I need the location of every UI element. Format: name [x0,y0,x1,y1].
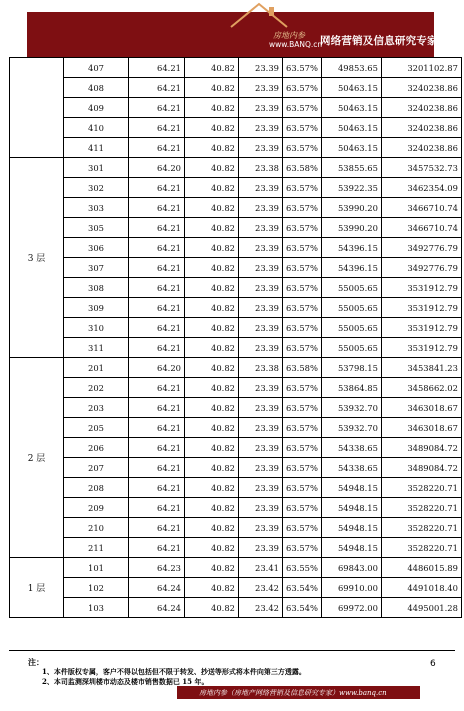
area-cell: 40.82 [185,338,239,358]
unit-number-cell: 310 [64,318,129,338]
area-cell: 40.82 [185,118,239,138]
table-row [10,578,462,598]
ratio-cell: 63.57% [283,98,322,118]
area-cell: 64.21 [129,178,185,198]
area-cell: 40.82 [185,58,239,78]
unit-price-cell: 53798.15 [321,358,381,378]
total-price-cell: 3240238.86 [381,78,461,98]
area-cell: 40.82 [185,218,239,238]
unit-price-cell: 50463.15 [321,118,381,138]
unit-number-cell: 211 [64,538,129,558]
area-cell: 23.39 [239,258,283,278]
total-price-cell: 3240238.86 [381,98,461,118]
table-row [10,458,462,478]
unit-number-cell: 101 [64,558,129,578]
unit-price-cell: 50463.15 [321,138,381,158]
total-price-cell: 3489084.72 [381,438,461,458]
area-cell: 64.21 [129,98,185,118]
area-cell: 23.42 [239,598,283,618]
total-price-cell: 3531912.79 [381,338,461,358]
ratio-cell: 63.57% [283,478,322,498]
area-cell: 64.20 [129,158,185,178]
table-row [10,198,462,218]
area-cell: 40.82 [185,258,239,278]
table-row [10,558,462,578]
unit-number-cell: 408 [64,78,129,98]
area-cell: 23.39 [239,538,283,558]
area-cell: 64.24 [129,578,185,598]
area-cell: 64.21 [129,78,185,98]
table-row [10,598,462,618]
note-heading: 注： [28,657,44,667]
unit-number-cell: 308 [64,278,129,298]
area-cell: 40.82 [185,598,239,618]
ratio-cell: 63.57% [283,498,322,518]
area-cell: 40.82 [185,398,239,418]
area-cell: 23.39 [239,118,283,138]
unit-price-cell: 54338.65 [321,458,381,478]
area-cell: 64.21 [129,458,185,478]
note-monitoring: 2、本司监测深圳楼市动态及楼市销售数据已 15 年。 [42,677,209,686]
ratio-cell: 63.58% [283,158,322,178]
area-cell: 23.39 [239,58,283,78]
area-cell: 23.39 [239,238,283,258]
floor-label-cell [10,58,64,158]
ratio-cell: 63.57% [283,138,322,158]
unit-price-cell: 50463.15 [321,78,381,98]
ratio-cell: 63.57% [283,58,322,78]
table-row [10,398,462,418]
area-cell: 64.21 [129,498,185,518]
area-cell: 40.82 [185,438,239,458]
area-cell: 23.39 [239,198,283,218]
area-cell: 23.39 [239,218,283,238]
table-row [10,478,462,498]
unit-number-cell: 202 [64,378,129,398]
area-cell: 40.82 [185,478,239,498]
area-cell: 23.39 [239,138,283,158]
area-cell: 64.21 [129,238,185,258]
unit-number-cell: 305 [64,218,129,238]
unit-price-cell: 53864.85 [321,378,381,398]
area-cell: 23.39 [239,98,283,118]
area-cell: 40.82 [185,298,239,318]
unit-number-cell: 309 [64,298,129,318]
table-row [10,138,462,158]
unit-price-cell: 54396.15 [321,258,381,278]
unit-price-cell: 53855.65 [321,158,381,178]
area-cell: 64.21 [129,198,185,218]
area-cell: 64.23 [129,558,185,578]
unit-price-cell: 54948.15 [321,538,381,558]
area-cell: 40.82 [185,278,239,298]
area-cell: 23.39 [239,78,283,98]
unit-price-cell: 55005.65 [321,278,381,298]
ratio-cell: 63.54% [283,578,322,598]
total-price-cell: 3528220.71 [381,538,461,558]
total-price-cell: 3463018.67 [381,418,461,438]
ratio-cell: 63.57% [283,338,322,358]
table-row [10,78,462,98]
unit-number-cell: 203 [64,398,129,418]
total-price-cell: 3528220.71 [381,478,461,498]
area-cell: 40.82 [185,78,239,98]
ratio-cell: 63.57% [283,418,322,438]
area-cell: 64.21 [129,338,185,358]
unit-number-cell: 303 [64,198,129,218]
area-cell: 40.82 [185,498,239,518]
unit-number-cell: 103 [64,598,129,618]
area-cell: 64.21 [129,438,185,458]
area-cell: 40.82 [185,98,239,118]
brand-name: 房地内参 [273,31,305,40]
unit-price-cell: 53932.70 [321,398,381,418]
ratio-cell: 63.57% [283,298,322,318]
table-row [10,538,462,558]
ratio-cell: 63.57% [283,438,322,458]
area-cell: 64.21 [129,118,185,138]
area-cell: 64.21 [129,58,185,78]
ratio-cell: 63.57% [283,278,322,298]
area-cell: 40.82 [185,238,239,258]
unit-price-cell: 55005.65 [321,318,381,338]
table-row [10,418,462,438]
table-row [10,178,462,198]
unit-price-cell: 53990.20 [321,218,381,238]
area-cell: 23.39 [239,338,283,358]
table-row [10,118,462,138]
brand-title: 网络营销及信息研究专家 [320,35,438,47]
house-logo-icon [229,1,289,29]
unit-price-cell: 69910.00 [321,578,381,598]
area-cell: 64.21 [129,258,185,278]
total-price-cell: 3489084.72 [381,458,461,478]
unit-price-cell: 54948.15 [321,518,381,538]
table-row [10,298,462,318]
unit-price-cell: 54396.15 [321,238,381,258]
total-price-cell: 3531912.79 [381,278,461,298]
area-cell: 23.41 [239,558,283,578]
total-price-cell: 3528220.71 [381,498,461,518]
total-price-cell: 3492776.79 [381,238,461,258]
ratio-cell: 63.57% [283,238,322,258]
ratio-cell: 63.57% [283,398,322,418]
unit-price-cell: 55005.65 [321,298,381,318]
total-price-cell: 3528220.71 [381,518,461,538]
area-cell: 64.24 [129,598,185,618]
unit-price-cell: 53922.35 [321,178,381,198]
area-cell: 64.20 [129,358,185,378]
area-cell: 40.82 [185,358,239,378]
area-cell: 64.21 [129,298,185,318]
unit-price-cell: 55005.65 [321,338,381,358]
unit-price-cell: 54338.65 [321,438,381,458]
ratio-cell: 63.58% [283,358,322,378]
floor-label-cell: 1 层 [10,558,64,618]
unit-number-cell: 201 [64,358,129,378]
total-price-cell: 3201102.87 [381,58,461,78]
unit-number-cell: 205 [64,418,129,438]
unit-price-cell: 49853.65 [321,58,381,78]
area-cell: 23.39 [239,438,283,458]
area-cell: 40.82 [185,138,239,158]
total-price-cell: 3240238.86 [381,138,461,158]
area-cell: 64.21 [129,378,185,398]
area-cell: 23.39 [239,418,283,438]
area-cell: 23.39 [239,478,283,498]
area-cell: 64.21 [129,398,185,418]
page-number: 6 [430,659,436,669]
table-row [10,338,462,358]
area-cell: 23.39 [239,278,283,298]
total-price-cell: 3453841.23 [381,358,461,378]
area-cell: 23.42 [239,578,283,598]
area-cell: 23.39 [239,518,283,538]
unit-price-cell: 54948.15 [321,498,381,518]
area-cell: 40.82 [185,198,239,218]
area-cell: 40.82 [185,518,239,538]
floor-label-cell: 2 层 [10,358,64,558]
ratio-cell: 63.57% [283,458,322,478]
unit-number-cell: 411 [64,138,129,158]
table-row [10,378,462,398]
unit-number-cell: 307 [64,258,129,278]
unit-number-cell: 208 [64,478,129,498]
ratio-cell: 63.57% [283,378,322,398]
note-copyright: 1、本件版权专属，客户不得以包括但不限于转发、抄送等形式将本件向第三方透露。 [42,667,306,676]
total-price-cell: 3458662.02 [381,378,461,398]
unit-number-cell: 407 [64,58,129,78]
ratio-cell: 63.57% [283,318,322,338]
total-price-cell: 3466710.74 [381,218,461,238]
total-price-cell: 3531912.79 [381,318,461,338]
ratio-cell: 63.57% [283,78,322,98]
area-cell: 40.82 [185,158,239,178]
unit-price-cell: 50463.15 [321,98,381,118]
unit-price-cell: 69843.00 [321,558,381,578]
total-price-cell: 3457532.73 [381,158,461,178]
ratio-cell: 63.54% [283,598,322,618]
area-cell: 23.39 [239,178,283,198]
unit-price-cell: 54948.15 [321,478,381,498]
unit-number-cell: 301 [64,158,129,178]
unit-price-cell: 69972.00 [321,598,381,618]
ratio-cell: 63.57% [283,118,322,138]
area-cell: 40.82 [185,538,239,558]
ratio-cell: 63.57% [283,178,322,198]
table-row [10,58,462,78]
table-row [10,438,462,458]
ratio-cell: 63.57% [283,198,322,218]
total-price-cell: 4491018.40 [381,578,461,598]
area-cell: 40.82 [185,578,239,598]
area-cell: 23.39 [239,318,283,338]
area-cell: 40.82 [185,558,239,578]
total-price-cell: 3466710.74 [381,198,461,218]
ratio-cell: 63.55% [283,558,322,578]
unit-price-cell: 53932.70 [321,418,381,438]
total-price-cell: 4486015.89 [381,558,461,578]
area-cell: 23.39 [239,398,283,418]
table-row [10,238,462,258]
area-cell: 23.39 [239,458,283,478]
area-cell: 23.39 [239,298,283,318]
table-row [10,318,462,338]
unit-number-cell: 306 [64,238,129,258]
area-cell: 40.82 [185,178,239,198]
unit-number-cell: 102 [64,578,129,598]
area-cell: 64.21 [129,418,185,438]
area-cell: 40.82 [185,378,239,398]
unit-number-cell: 209 [64,498,129,518]
floor-label-cell: 3 层 [10,158,64,358]
unit-number-cell: 206 [64,438,129,458]
area-cell: 64.21 [129,518,185,538]
area-cell: 64.21 [129,138,185,158]
unit-price-table [9,57,462,618]
total-price-cell: 3463018.67 [381,398,461,418]
area-cell: 23.38 [239,358,283,378]
area-cell: 23.39 [239,498,283,518]
brand-url: www.BANQ.cn [269,40,323,49]
table-row [10,518,462,538]
area-cell: 64.21 [129,278,185,298]
ratio-cell: 63.57% [283,258,322,278]
area-cell: 40.82 [185,318,239,338]
footer-brand-text: 房地内参（房地产网络营销及信息研究专家）www.banq.cn [199,689,387,697]
unit-number-cell: 302 [64,178,129,198]
unit-price-cell: 53990.20 [321,198,381,218]
area-cell: 23.38 [239,158,283,178]
unit-number-cell: 207 [64,458,129,478]
unit-number-cell: 311 [64,338,129,358]
ratio-cell: 63.57% [283,538,322,558]
total-price-cell: 3531912.79 [381,298,461,318]
table-row [10,278,462,298]
area-cell: 40.82 [185,458,239,478]
unit-number-cell: 210 [64,518,129,538]
table-row [10,218,462,238]
table-row [10,98,462,118]
total-price-cell: 3240238.86 [381,118,461,138]
total-price-cell: 3492776.79 [381,258,461,278]
area-cell: 64.21 [129,218,185,238]
area-cell: 23.39 [239,378,283,398]
area-cell: 64.21 [129,318,185,338]
table-row [10,158,462,178]
area-cell: 40.82 [185,418,239,438]
total-price-cell: 3462354.09 [381,178,461,198]
unit-number-cell: 410 [64,118,129,138]
total-price-cell: 4495001.28 [381,598,461,618]
table-row [10,498,462,518]
unit-number-cell: 409 [64,98,129,118]
ratio-cell: 63.57% [283,218,322,238]
table-row [10,258,462,278]
area-cell: 64.21 [129,478,185,498]
table-row [10,358,462,378]
ratio-cell: 63.57% [283,518,322,538]
area-cell: 64.21 [129,538,185,558]
